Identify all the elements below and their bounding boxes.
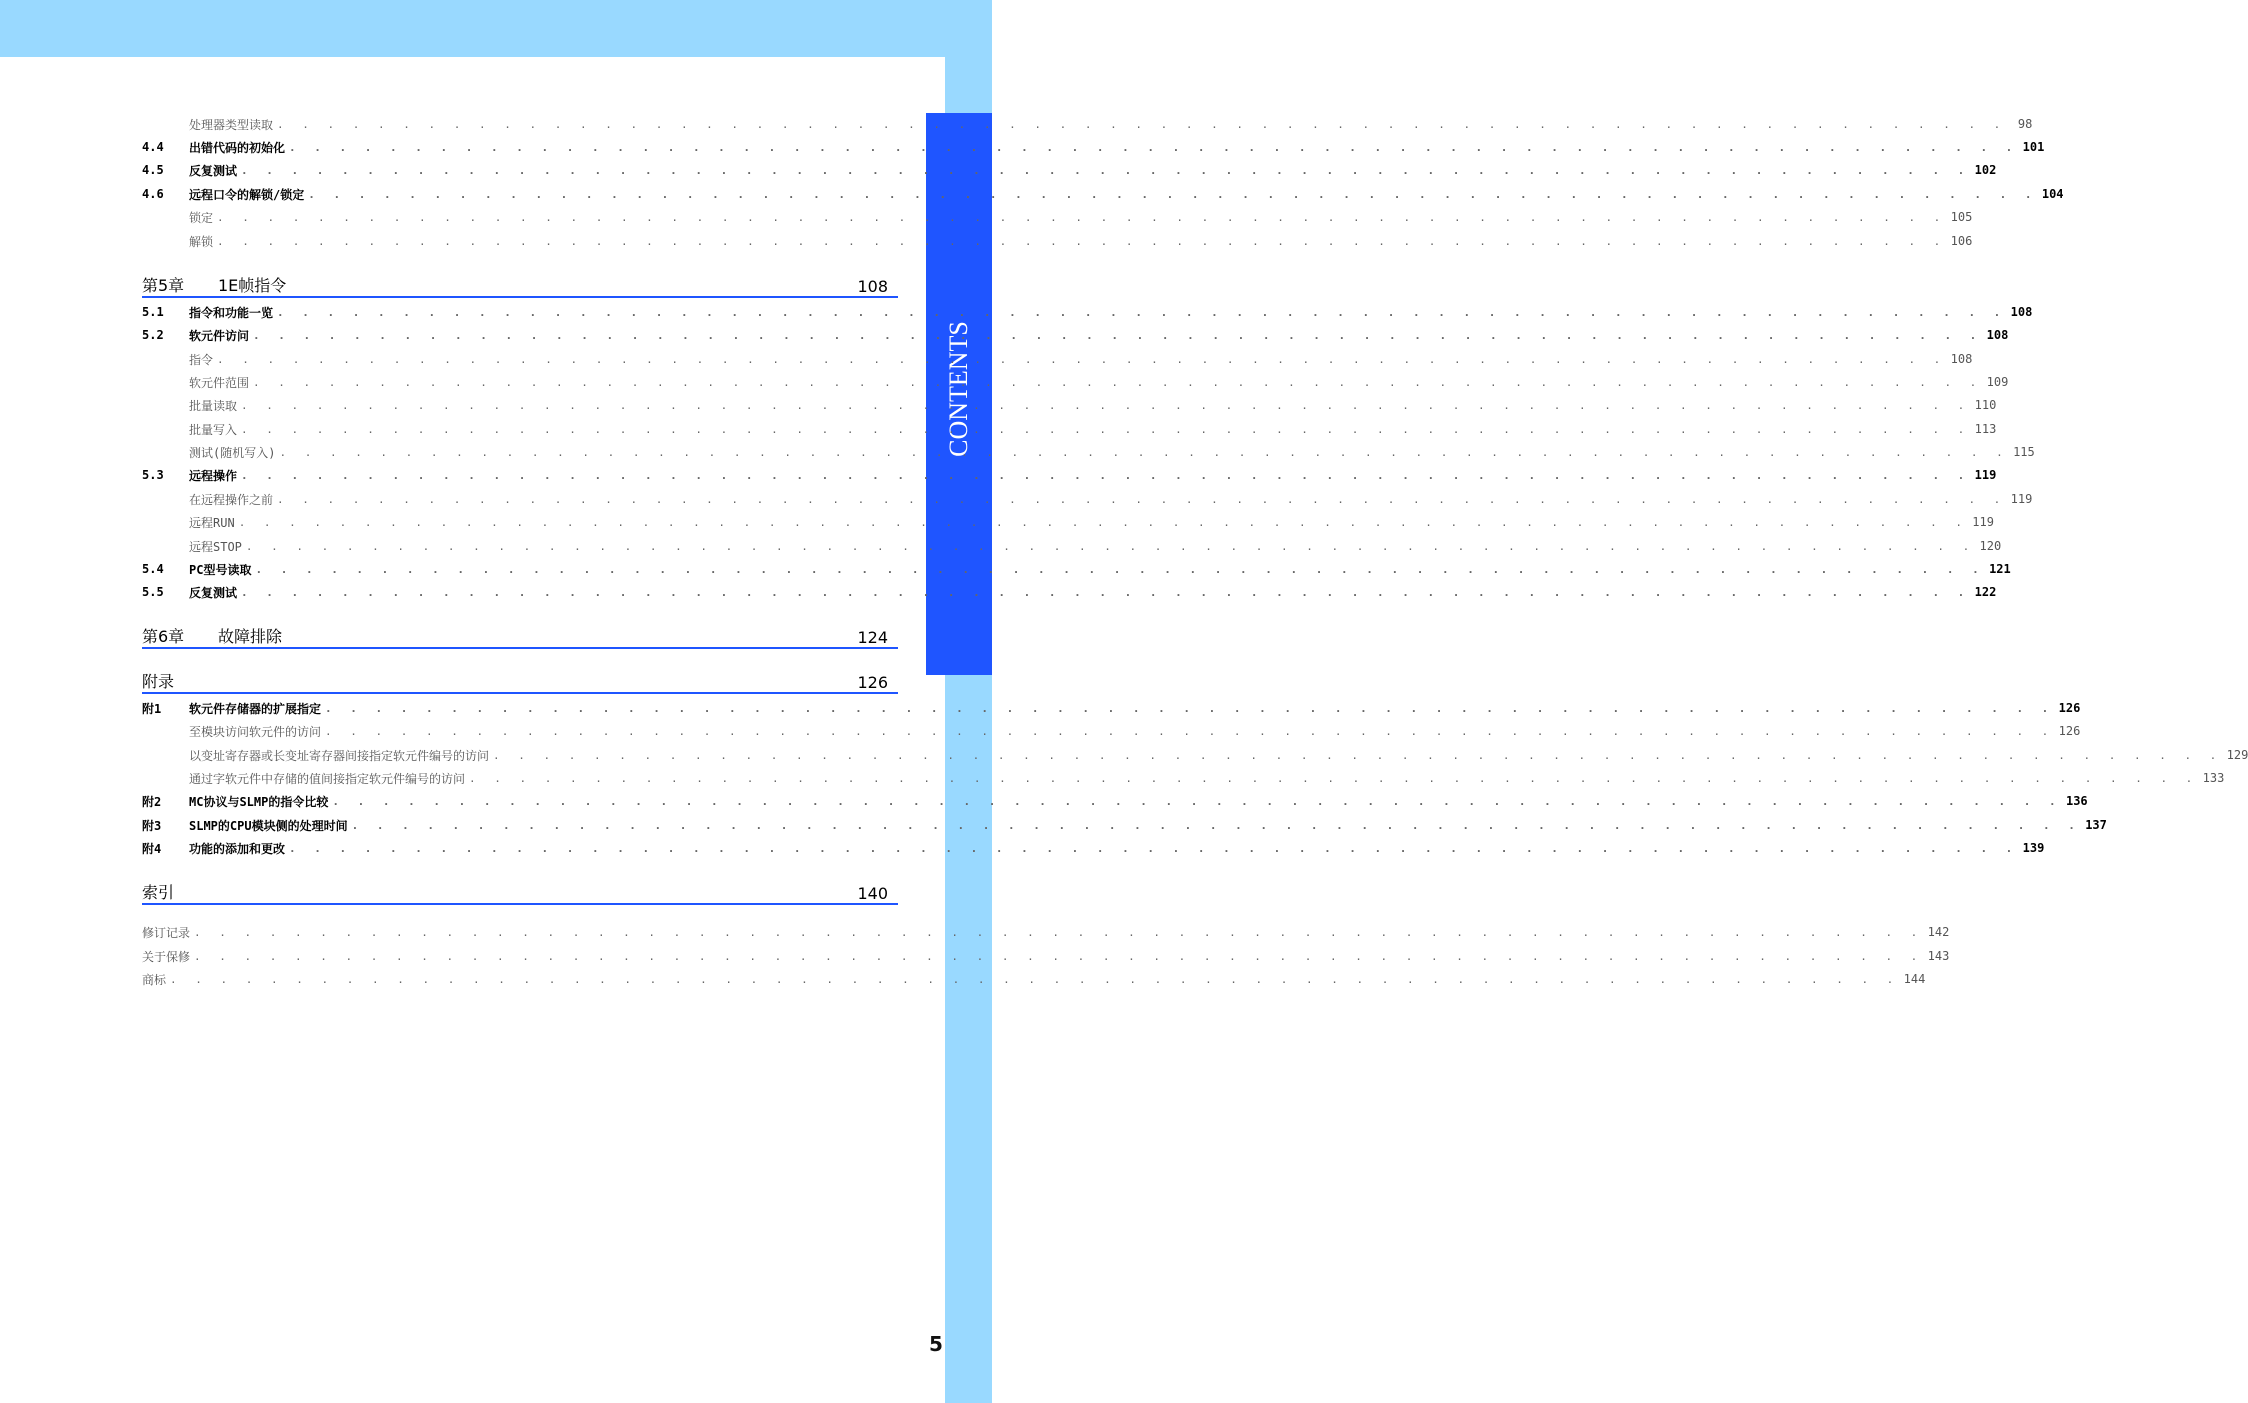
contents-tab-label: CONTENTS bbox=[944, 321, 973, 457]
toc-entry[interactable]: 锁定 . . . . . . . . . . . . . . . . . . . . . . . . . . . . . . . . . . . . . . . . . . . . . . . . . . . . . . . . . . . . . . . . . . . . . 105 bbox=[189, 210, 1973, 225]
toc-entry[interactable]: 4.6 远程口令的解锁/锁定 . . . . . . . . . . . . . . . . . . . . . . . . . . . . . . . . . . . . . . . . . . . . . . . . . . . . . . . . . . . . . . . . . . . . . 104 bbox=[142, 187, 2064, 202]
toc-entry[interactable]: 至模块访问软元件的访问 . . . . . . . . . . . . . . . . . . . . . . . . . . . . . . . . . . . . . . . . . . . . . . . . . . . . . . . . . . . . . . . . . . . . . 126 bbox=[189, 724, 2081, 739]
toc-entry[interactable]: 附4 功能的添加和更改 . . . . . . . . . . . . . . . . . . . . . . . . . . . . . . . . . . . . . . . . . . . . . . . . . . . . . . . . . . . . . . . . . . . . . 139 bbox=[142, 841, 2045, 856]
chapter-heading[interactable]: 第6章 故障排除 124 bbox=[142, 621, 898, 649]
toc-entry[interactable]: 远程RUN . . . . . . . . . . . . . . . . . . . . . . . . . . . . . . . . . . . . . . . . . . . . . . . . . . . . . . . . . . . . . . . . . . . . . 119 bbox=[189, 515, 1994, 530]
toc-entry[interactable]: 附2 MC协议与SLMP的指令比较 . . . . . . . . . . . . . . . . . . . . . . . . . . . . . . . . . . . . . . . . . . . . . . . . . . . . . . . . . . . . . . . . . . . . . 136 bbox=[142, 794, 2088, 809]
toc-entry[interactable]: 远程STOP . . . . . . . . . . . . . . . . . . . . . . . . . . . . . . . . . . . . . . . . . . . . . . . . . . . . . . . . . . . . . . . . . . . . . 120 bbox=[189, 539, 2002, 554]
toc-entry[interactable]: 测试(随机写入) . . . . . . . . . . . . . . . . . . . . . . . . . . . . . . . . . . . . . . . . . . . . . . . . . . . . . . . . . . . . . . . . . . . . . 115 bbox=[189, 445, 2035, 460]
toc-entry[interactable]: 修订记录 . . . . . . . . . . . . . . . . . . . . . . . . . . . . . . . . . . . . . . . . . . . . . . . . . . . . . . . . . . . . . . . . . . . . . 142 bbox=[142, 925, 1950, 940]
toc-entry[interactable]: 4.4 出错代码的初始化 . . . . . . . . . . . . . . . . . . . . . . . . . . . . . . . . . . . . . . . . . . . . . . . . . . . . . . . . . . . . . . . . . . . . . 101 bbox=[142, 140, 2045, 155]
toc-entry[interactable]: 通过字软元件中存储的值间接指定软元件编号的访问 . . . . . . . . . . . . . . . . . . . . . . . . . . . . . . . . . . . . . . . . . . . . . . . . . . . . . . . . . . . . . . . . . . . . . 133 bbox=[189, 771, 2225, 786]
top-color-band bbox=[0, 0, 992, 57]
toc-entry[interactable]: 以变址寄存器或长变址寄存器间接指定软元件编号的访问 . . . . . . . . . . . . . . . . . . . . . . . . . . . . . . . . . . . . . . . . . . . . . . . . . . . . . . . . . . . . . . . . . . . . . 129 bbox=[189, 748, 2248, 763]
toc-entry[interactable]: 5.5 反复测试 . . . . . . . . . . . . . . . . . . . . . . . . . . . . . . . . . . . . . . . . . . . . . . . . . . . . . . . . . . . . . . . . . . . . . 122 bbox=[142, 585, 1997, 600]
index-heading[interactable]: 索引 140 bbox=[142, 877, 898, 905]
toc-entry[interactable]: 软元件范围 . . . . . . . . . . . . . . . . . . . . . . . . . . . . . . . . . . . . . . . . . . . . . . . . . . . . . . . . . . . . . . . . . . . . . 109 bbox=[189, 375, 2009, 390]
toc-entry[interactable]: 处理器类型读取 . . . . . . . . . . . . . . . . . . . . . . . . . . . . . . . . . . . . . . . . . . . . . . . . . . . . . . . . . . . . . . . . . . . . . 98 bbox=[189, 117, 2033, 132]
toc-entry[interactable]: 5.4 PC型号读取 . . . . . . . . . . . . . . . . . . . . . . . . . . . . . . . . . . . . . . . . . . . . . . . . . . . . . . . . . . . . . . . . . . . . . 121 bbox=[142, 562, 2011, 577]
toc-entry[interactable]: 批量读取 . . . . . . . . . . . . . . . . . . . . . . . . . . . . . . . . . . . . . . . . . . . . . . . . . . . . . . . . . . . . . . . . . . . . . 110 bbox=[189, 398, 1997, 413]
page-number: 5 bbox=[929, 1332, 943, 1356]
toc-entry[interactable]: 附1 软元件存储器的扩展指定 . . . . . . . . . . . . . . . . . . . . . . . . . . . . . . . . . . . . . . . . . . . . . . . . . . . . . . . . . . . . . . . . . . . . . 126 bbox=[142, 701, 2081, 716]
toc-entry[interactable]: 指令 . . . . . . . . . . . . . . . . . . . . . . . . . . . . . . . . . . . . . . . . . . . . . . . . . . . . . . . . . . . . . . . . . . . . . 108 bbox=[189, 352, 1973, 367]
toc-entry[interactable]: 商标 . . . . . . . . . . . . . . . . . . . . . . . . . . . . . . . . . . . . . . . . . . . . . . . . . . . . . . . . . . . . . . . . . . . . . 144 bbox=[142, 972, 1926, 987]
chapter-heading[interactable]: 第5章 1E帧指令 108 bbox=[142, 270, 898, 298]
toc-entry[interactable]: 解锁 . . . . . . . . . . . . . . . . . . . . . . . . . . . . . . . . . . . . . . . . . . . . . . . . . . . . . . . . . . . . . . . . . . . . . 106 bbox=[189, 234, 1973, 249]
toc-entry[interactable]: 5.3 远程操作 . . . . . . . . . . . . . . . . . . . . . . . . . . . . . . . . . . . . . . . . . . . . . . . . . . . . . . . . . . . . . . . . . . . . . 119 bbox=[142, 468, 1997, 483]
toc-entry[interactable]: 批量写入 . . . . . . . . . . . . . . . . . . . . . . . . . . . . . . . . . . . . . . . . . . . . . . . . . . . . . . . . . . . . . . . . . . . . . 113 bbox=[189, 422, 1997, 437]
toc-entry[interactable]: 在远程操作之前 . . . . . . . . . . . . . . . . . . . . . . . . . . . . . . . . . . . . . . . . . . . . . . . . . . . . . . . . . . . . . . . . . . . . . 119 bbox=[189, 492, 2033, 507]
toc-entry[interactable]: 5.2 软元件访问 . . . . . . . . . . . . . . . . . . . . . . . . . . . . . . . . . . . . . . . . . . . . . . . . . . . . . . . . . . . . . . . . . . . . . 108 bbox=[142, 328, 2009, 343]
toc-entry[interactable]: 4.5 反复测试 . . . . . . . . . . . . . . . . . . . . . . . . . . . . . . . . . . . . . . . . . . . . . . . . . . . . . . . . . . . . . . . . . . . . . 102 bbox=[142, 163, 1997, 178]
toc-entry[interactable]: 附3 SLMP的CPU模块侧的处理时间 . . . . . . . . . . . . . . . . . . . . . . . . . . . . . . . . . . . . . . . . . . . . . . . . . . . . . . . . . . . . . . . . . . . . . 137 bbox=[142, 818, 2107, 833]
toc-entry[interactable]: 关于保修 . . . . . . . . . . . . . . . . . . . . . . . . . . . . . . . . . . . . . . . . . . . . . . . . . . . . . . . . . . . . . . . . . . . . . 143 bbox=[142, 949, 1950, 964]
appendix-heading[interactable]: 附录 126 bbox=[142, 666, 898, 694]
toc-entry[interactable]: 5.1 指令和功能一览 . . . . . . . . . . . . . . . . . . . . . . . . . . . . . . . . . . . . . . . . . . . . . . . . . . . . . . . . . . . . . . . . . . . . . 108 bbox=[142, 305, 2033, 320]
